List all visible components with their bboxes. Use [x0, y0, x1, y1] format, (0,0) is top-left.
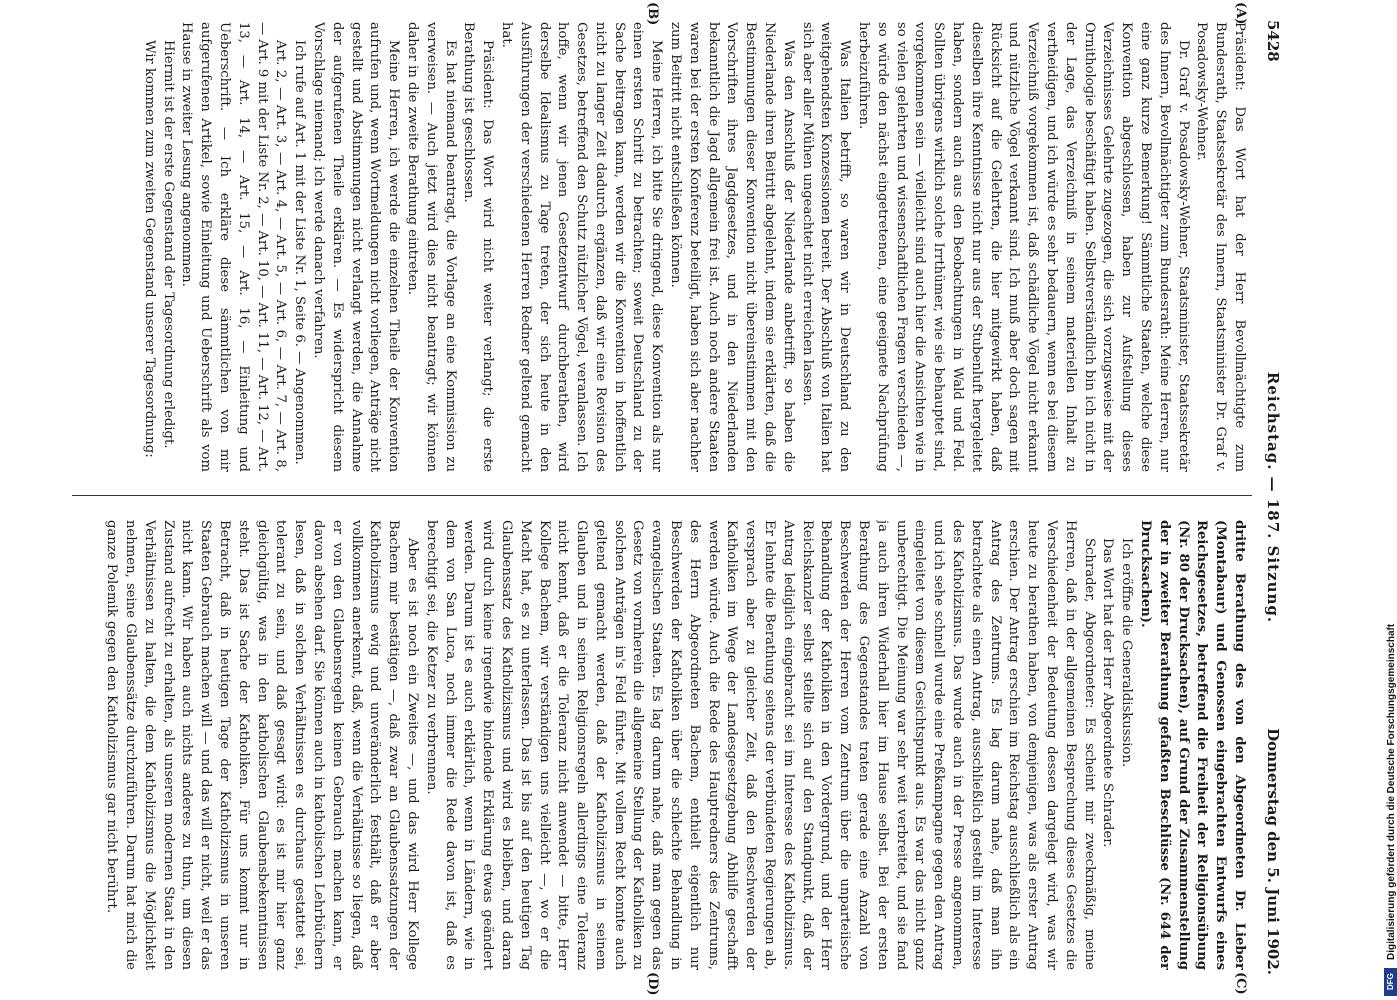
paragraph: Meine Herren, ich werde die einzelnen Theile der Konvention aufrufen und, wenn Wortmeldungen nicht vorliegen, Anträge nicht gestellt und Abstimmungen nicht verlangt werden, die Annahme der aufgerufenen Theile erklären. — Es widerspricht diesem Vorschlage niemand; ich werde danach verfahren. — [310, 22, 402, 472]
left-column — [68, 22, 1248, 472]
paragraph: Schrader, Abgeordneter: Es scheint mir zweckmäßig, meine Herren, daß in der allgemeinen Besprechung dieses Gesetzes die Verschiedenheit der Bedeutung dessen dargelegt wird, was wir heute zu berathen haben, von demjenigen, was als erster Antrag erschien. Der Antrag erschien im Reichstag ausschließlich als ein Antrag des Zentrums. Es lag darum nahe, daß man ihn betrachtete als einen Antrag, ausschließlich gestellt im Interesse des Katholizismus. Das wurde auch in der Presse angenommen, und ich sehe schnell wurde eine Preßkampagne gegen den Antrag eingeleitet von diesem Gesichtspunkt aus. Es war das nicht ganz unberechtigt. Die Meinung war sehr weit verbreitet, und sie fand ja auch ihren Widerhall hier im Hause selbst. Bei der ersten Berathung des Gegenstandes traten gerade eine Anzahl von Beschwerden der Herren vom Zentrum über die unparteiische Behandlung der Katholiken in den Vordergrund, und der Herr Reichskanzler selbst stellte sich auf den Standpunkt, daß der Antrag lediglich eingebracht sei im Interesse des Katholizismus. Er lehnte die Berathung seitens der verbündeten Regierungen ab, versprach aber zu gleicher Zeit, daß den Beschwerden der Katholiken im Wege der Landesgesetzgebung Abhilfe geschafft werden würde. Auch die Rede des Hauptredners des Zentrums, des Herrn Abgeordneten Bachem, enthielt eigentlich nur Beschwerden der Katholiken über die schlechte Behandlung in evangelischen Staaten. Es lag darum nahe, daß man gegen das Gesetz von vornherein die allgemeine Stellung der Katholiken zu solchen Anträgen in's Feld führte. Mit vollem Recht konnte auch geltend gemacht werden, daß der Katholizismus in seinem Glauben und in seinen Religionsregeln allerdings eine Toleranz nicht kennt, daß er die Toleranz nicht anwendet — bitte, Herr Kollege Bachem, wir verständigen uns vielleicht —, wo er die Macht hat, es zu unterlassen. Das ist bis auf den heutigen Tag Glaubenssatz des Katholizismus und wird es bleiben, und daran wird durch keine irgendwie bindende Erklärung etwas geändert werden. Darum ist es auch erklärlich, wenn in Ländern, wie in dem von San Luca, noch immer die Rede davon ist, daß es berechtigt sei, die Ketzer zu verbrennen. — [423, 520, 1097, 970]
column-divider — [72, 495, 1252, 496]
page-header — [1256, 20, 1282, 975]
paragraph: Hiermit ist der erste Gegenstand der Tagesordnung erledigt. — [160, 40, 176, 449]
paragraph: Ich rufe auf Art. 1 mit der Liste Nr. 1, Seite 6. — Angenommen. — [292, 40, 308, 465]
paragraph: Präsident: Das Wort wird nicht weiter verlangt; die erste Berathung ist geschlossen. — [461, 22, 496, 472]
page-number: 5428 — [1264, 20, 1282, 62]
header-date: Donnerstag den 5. Juni 1902. — [1264, 728, 1282, 975]
margin-marker-b: (B) — [645, 2, 660, 26]
funding-notice: Digitalisierung gefördert durch die Deutsche Forschungsgemeinschaft — [1386, 623, 1397, 960]
agenda-item-title: dritte Berathung des von den Abgeordneten Dr. Lieber (Montabaur) und Genossen eingebrachten Entwurfs eines Reichsgesetzes, betreffend die Freiheit der Religionsübung (Nr. 80 der Drucksachen), auf Grund der Zusammenstellung der in zweiter Berathung gefaßten Beschlüsse (Nr. 644 der Drucksachen). — [1138, 520, 1247, 970]
dfg-logo-icon: DFG — [1384, 968, 1397, 996]
margin-marker-c: (C) — [1233, 972, 1248, 995]
paragraph: Art. 2, — Art. 3, — Art. 4, — Art. 5, — Art. 6, — Art. 7, — Art. 8, — Art. 9 mit der Liste Nr. 2, — Art. 10, — Art. 11, — Art. 12, — Art. 13, — Art. 14, — Art. 15, — Art. 16, — Einleitung und Ueberschrift. — Ich erkläre diese sämmtlichen von mir aufgerufenen Artikel, sowie Einleitung und Ueberschrift als vom Hause in zweiter Lesung angenommen. — [179, 22, 289, 472]
paragraph: Ich eröffne die Generaldiskussion. — [1119, 538, 1135, 768]
paragraph: Es hat niemand beantragt, die Vorlage an eine Kommission zu verweisen. — Auch jetzt wird dies nicht beantragt; wir können daher in die zweite Berathung eintreten. — [404, 22, 458, 472]
paragraph: Das Wort hat der Herr Abgeordnete Schrader. — [1100, 538, 1116, 848]
paragraph: Was den Anschluß der Niederlande anbetrifft, so haben die Niederlande ihren Beitritt abgelehnt, indem sie erklärten, daß die Bestimmungen dieser Konvention nicht übereinstimmen mit den Vorschriften ihres Jagdgesetzes, und in den Niederlanden bekanntlich die Jagd allgemein frei ist. Auch noch andere Staaten waren bei der ersten Konferenz beteiligt, haben sich aber nachher zum Beitritt nicht entschließen können. — [668, 22, 796, 472]
paragraph: Wir kommen zum zweiten Gegenstand unserer Tagesordnung: — [141, 40, 157, 458]
paragraph: Aber es ist noch ein Zweites —, und das wird Herr Kollege Bachem mir bestätigen —, daß zwar an Glaubenssatzungen der Katholizismus ewig und unveränderlich festhält, daß er aber vollkommen anerkennt, daß, wenn die Verhältnisse so liegen, daß er von den Glaubensregeln keinen Gebrauch machen kann, er davon absehen darf. Sie können auch in katholischen Lehrbüchern lesen, daß in solchen Verhältnissen es durchaus gestattet sei, tolerant zu sein, und daß gesagt wird: es ist mir hier ganz gleichgültig, was in den katholischen Glaubensbekenntnissen steht. Das ist Sache der Katholiken. Für uns kommt nur in Betracht, daß in heutigen Tage der Katholizismus in unseren Staaten Gebrauch machen will — und das will er nicht, weil er das nicht kann. Wir haben auch nichts anderes zu thun, um diesen Zustand aufrecht zu erhalten, als unseren modernen Staat in den Verhältnissen zu halten, die dem Katholizismus die Möglichkeit nehmen, seine Glaubenssätze durchzuführen. Darum hat mich die ganze Polemik gegen den Katholizismus gar nicht berührt. — [104, 520, 420, 970]
paragraph: Was Italien betrifft, so waren wir in Deutschland zu den weitgehendsten Konzessionen bereit. Der Abschluß von Italien hat sich aber aller Mühen ungeachtet nicht erreichen lassen. — [799, 22, 853, 472]
digitization-footer — [1383, 0, 1397, 1000]
paragraph: Präsident: Das Wort hat der Herr Bevollmächtigte zum Bundesrath, Staatssekretär des Innern, Staatsminister Dr. Graf v. Posadowsky-Wehner. — [1194, 22, 1247, 472]
right-column — [68, 520, 1248, 970]
paragraph: Dr. Graf v. Posadowsky-Wehner, Staatsminister, Staatssekretär des Innern, Bevollmächtigter zum Bundesrath: Meine Herren, nur eine ganz kurze Bemerkung! Sämmtliche Staaten, welche diese Konvention abgeschlossen, haben zur Aufstellung dieses Verzeichnisses Gelehrte zugezogen, die sich vorzugsweise mit der Ornithologie beschäftigt haben. Selbstverständlich bin ich nicht in der Lage, das Verzeichniß in seinem materiellen Inhalt zu vertheidigen, und ich würde es sehr bedauern, wenn es bei diesem Verzeichniß vorgekommen ist, daß schädliche Vögel nicht erkannt und nützliche Vögel verkannt sind. Ich muß aber doch sagen mit Rücksicht auf die Gelehrten, die hier mitgewirkt haben, daß dieselben ihre Kenntnisse nicht nur aus der Stubenluft hergeleitet haben, sondern auch aus den Beobachtungen in Wald und Feld. Sollten übrigens wirklich solche Irrthümer, wie sie behauptet sind, vorgekommen sein — vielleicht sind auch hier die Ansichten wie in so vielen gelehrten und wissenschaftlichen Fragen verschieden —, so würde den nächst eingetretenen, eine geeignete Nachprüfung herbeizuführen. — [856, 22, 1191, 472]
margin-marker-a: (A) — [1233, 2, 1248, 25]
header-title: Reichstag. — 187. Sitzung. — [1264, 371, 1282, 624]
margin-marker-d: (D) — [645, 972, 660, 996]
paragraph: Meine Herren, ich bitte Sie dringend, diese Konvention als nur einen ersten Schritt zu betrachten; soweit Deutschland zu der Sache beitragen kann, werden wir die Konvention in hoffentlich nicht zu langer Zeit dadurch ergänzen, daß wir eine Revision des Gesetzes, betreffend den Schutz nützlicher Vögel, veranlassen. Ich hoffe, wenn wir jenen Gesetzentwurf durchberathen, wird derselbe Idealismus zu Tage treten, der sich heute in den Ausführungen der verschiedenen Herren Redner geltend gemacht hat. — [498, 22, 665, 472]
